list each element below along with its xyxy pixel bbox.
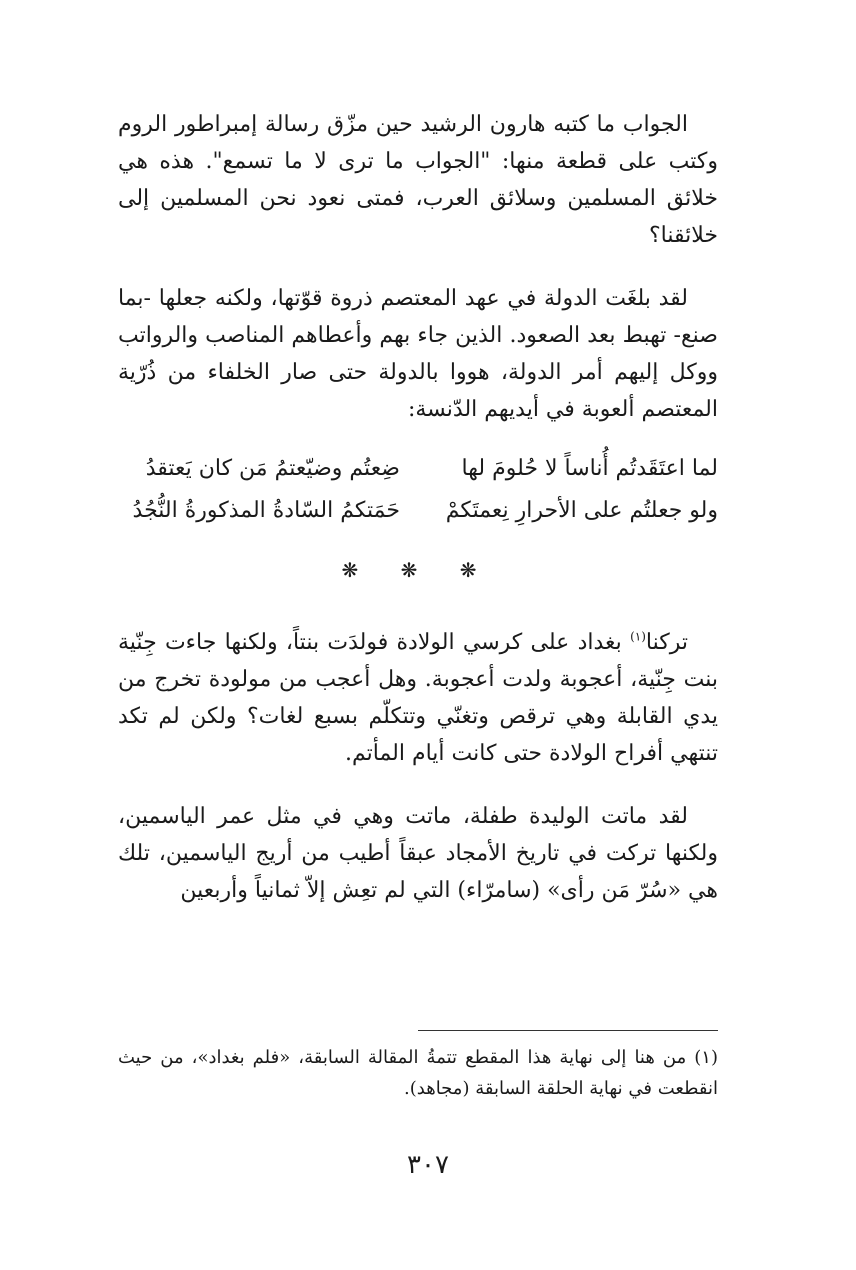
verse-hemistich-second: حَمَتكمُ السّادةُ المذكورةُ النُّجُدُ — [132, 498, 400, 523]
verse-hemistich-first: ولو جعلتُم على الأحرارِ نِعمتَكمْ — [445, 498, 718, 523]
verse-line — [118, 448, 718, 490]
paragraph: لقد ماتت الوليدة طفلة، ماتت وهي في مثل عمر الياسمين، ولكنها تركت في تاريخ الأمجاد عبقاً أطيب من أريج الياسمين، تلك هي «سُرّ مَن رأى» (سامرّاء) التي لم تعِش إلاّ ثمانياً وأربعين — [118, 804, 718, 903]
verse-hemistich-second: ضِعتُم وضيّعتمُ مَن كان يَعتقدُ — [145, 456, 400, 481]
poem-verses — [118, 448, 718, 532]
paragraph: لقد بلغَت الدولة في عهد المعتصم ذروة قوّتها، ولكنه جعلها -بما صنع- تهبط بعد الصعود. الذين جاء بهم وأعطاهم المناصب والرواتب ووكل إليهم أمر الدولة، هووا بالدولة حتى صار الخلفاء من ذُرّية المعتصم ألعوبة في أيديهم الدّنسة: — [118, 286, 718, 422]
verse-hemistich-first: لما اعتَقَدتُم أُناساً لا حُلومَ لها — [461, 456, 718, 481]
paragraph-text: بغداد على كرسي الولادة فولدَت بنتاً، ولكنها جاءت جِنّية بنت جِنّية، أعجوبة ولدت أعجوبة. وهل أعجب من مولودة تخرج من يدي القابلة وهي ترقص وتغنّي وتتكلّم بسبع لغات؟ ولكن لم تكد تنتهي أفراح الولادة حتى كانت أيام المأتم. — [118, 630, 718, 766]
footnote: (١) من هنا إلى نهاية هذا المقطع تتمةُ المقالة السابقة، «فلم بغداد»، من حيث انقطعت في نهاية الحلقة السابقة (مجاهد). — [118, 1047, 718, 1099]
paragraph — [118, 624, 718, 772]
footnote-divider — [418, 1030, 718, 1031]
page-number: ٣٠٧ — [407, 1150, 449, 1180]
page-body — [118, 106, 718, 935]
paragraph-start: تركنا — [645, 630, 688, 655]
paragraph: الجواب ما كتبه هارون الرشيد حين مزّق رسالة إمبراطور الروم وكتب على قطعة منها: "الجواب ما ترى لا ما تسمع". هذه هي خلائق المسلمين وسلائق العرب، فمتى نعود نحن المسلمين إلى خلائقنا؟ — [118, 112, 718, 248]
footnote-reference: (١) — [630, 629, 646, 644]
section-separator: ❋ ❋ ❋ — [341, 558, 495, 582]
verse-line — [118, 490, 718, 532]
